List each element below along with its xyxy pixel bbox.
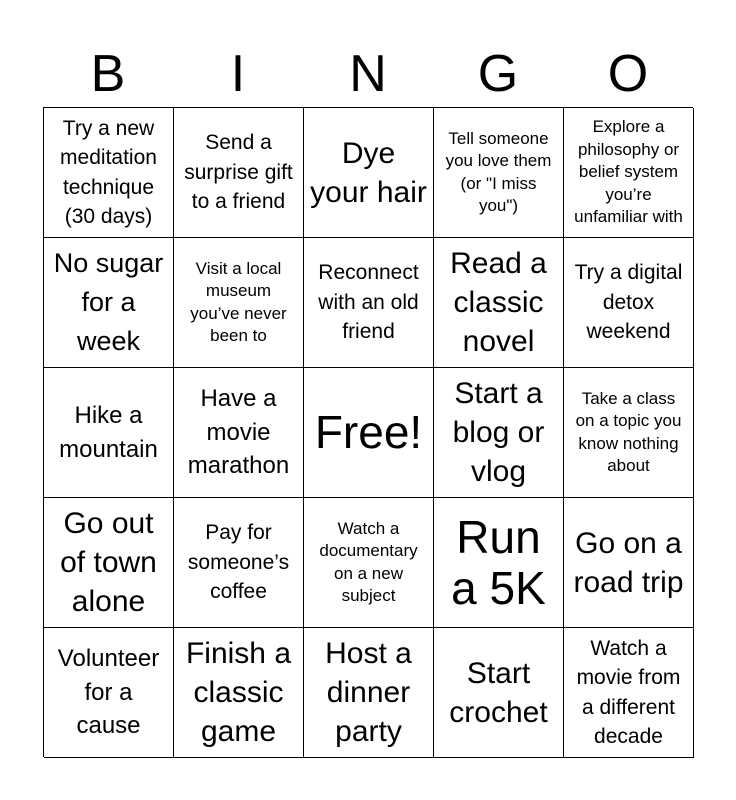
bingo-cell[interactable]: Host a dinner party [304, 628, 434, 758]
bingo-cell[interactable]: Finish a classic game [174, 628, 304, 758]
header-letter-n: N [349, 45, 387, 103]
bingo-cell-free[interactable]: Free! [304, 368, 434, 498]
bingo-cell[interactable]: Tell someone you love them (or "I miss you") [434, 108, 564, 238]
bingo-cell[interactable]: Send a surprise gift to a friend [174, 108, 304, 238]
bingo-cell[interactable]: Read a classic novel [434, 238, 564, 368]
bingo-grid [43, 107, 693, 757]
bingo-cell[interactable]: Go out of town alone [44, 498, 174, 628]
bingo-cell[interactable]: Try a new meditation technique (30 days) [44, 108, 174, 238]
bingo-cell[interactable]: Run a 5K [434, 498, 564, 628]
bingo-cell[interactable]: Have a movie marathon [174, 368, 304, 498]
bingo-cell[interactable]: Go on a road trip [564, 498, 694, 628]
bingo-cell[interactable]: Volunteer for a cause [44, 628, 174, 758]
bingo-cell[interactable]: Take a class on a topic you know nothing about [564, 368, 694, 498]
bingo-cell[interactable]: Dye your hair [304, 108, 434, 238]
bingo-cell[interactable]: Explore a philosophy or belief system you’re unfamiliar with [564, 108, 694, 238]
bingo-cell[interactable]: Start a blog or vlog [434, 368, 564, 498]
header-letter-g: G [477, 45, 519, 103]
header-letter-i: I [230, 45, 246, 103]
header-letter-b: B [90, 45, 126, 103]
bingo-cell[interactable]: Watch a documentary on a new subject [304, 498, 434, 628]
bingo-cell[interactable]: Reconnect with an old friend [304, 238, 434, 368]
bingo-cell[interactable]: Watch a movie from a different decade [564, 628, 694, 758]
bingo-cell[interactable]: Hike a mountain [44, 368, 174, 498]
bingo-cell[interactable]: No sugar for a week [44, 238, 174, 368]
bingo-cell[interactable]: Pay for someone’s coffee [174, 498, 304, 628]
bingo-cell[interactable]: Start crochet [434, 628, 564, 758]
bingo-cell[interactable]: Visit a local museum you’ve never been to [174, 238, 304, 368]
bingo-header [43, 40, 693, 108]
bingo-cell[interactable]: Try a digital detox weekend [564, 238, 694, 368]
header-letter-o: O [607, 45, 649, 103]
